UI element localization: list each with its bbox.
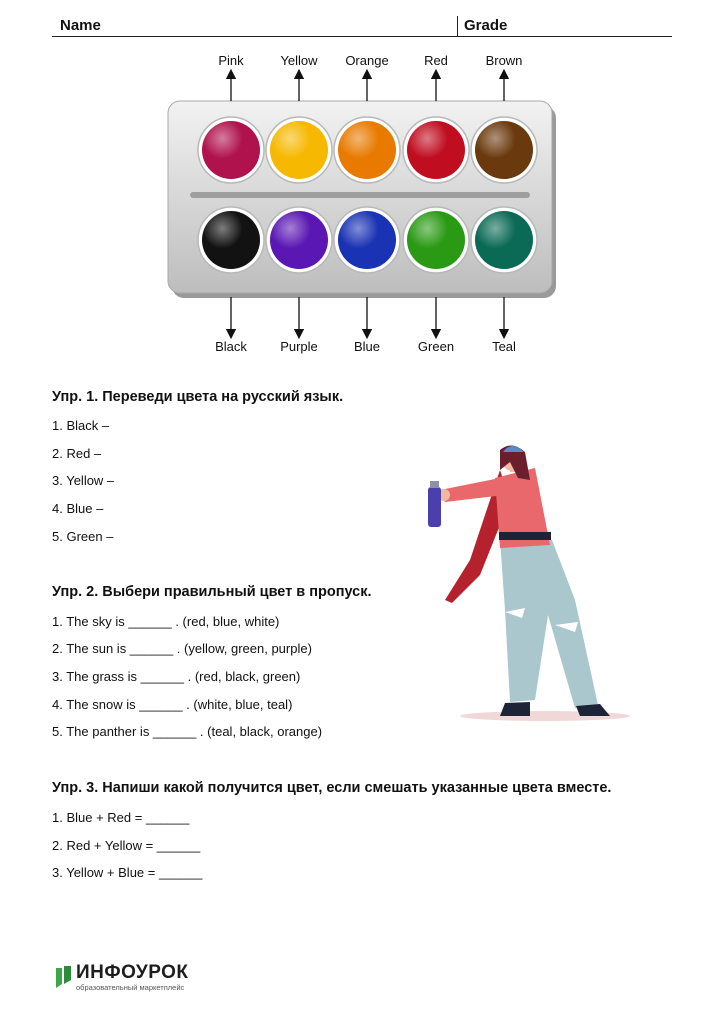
exercise2-item: 5. The panther is ______ . (teal, black, orange) xyxy=(52,724,323,739)
exercise3-item: 2. Red + Yellow = ______ xyxy=(52,838,201,853)
exercise3-item: 1. Blue + Red = ______ xyxy=(52,810,190,825)
color-label: Yellow xyxy=(280,53,318,68)
infourok-leaf-icon xyxy=(52,964,74,990)
exercise2-item: 4. The snow is ______ . (white, blue, teal) xyxy=(52,697,293,712)
exercise2-item: 2. The sun is ______ . (yellow, green, purple) xyxy=(52,641,312,656)
name-label: Name xyxy=(60,17,101,34)
exercise3-title: Упр. 3. Напиши какой получится цвет, если смешать указанные цвета вместе. xyxy=(52,780,612,796)
paint-well-purple xyxy=(266,207,332,273)
paint-well-green xyxy=(403,207,469,273)
color-label: Green xyxy=(417,339,455,354)
color-label: Purple xyxy=(280,339,318,354)
exercise1-item: 3. Yellow – xyxy=(52,473,115,488)
exercise1-item: 1. Black – xyxy=(52,418,110,433)
exercise3-item: 3. Yellow + Blue = ______ xyxy=(52,865,203,880)
paint-well-red xyxy=(403,117,469,183)
paint-well-teal xyxy=(471,207,537,273)
exercise1-item: 5. Green – xyxy=(52,529,114,544)
paint-well-yellow xyxy=(266,117,332,183)
color-label: Orange xyxy=(345,53,389,68)
color-label: Brown xyxy=(485,53,523,68)
exercise1-item: 4. Blue – xyxy=(52,501,104,516)
paint-well-pink xyxy=(198,117,264,183)
paint-well-brown xyxy=(471,117,537,183)
color-label: Blue xyxy=(353,339,381,354)
paint-well-black xyxy=(198,207,264,273)
color-label: Red xyxy=(424,53,448,68)
color-label: Black xyxy=(215,339,247,354)
exercise1-title: Упр. 1. Переведи цвета на русский язык. xyxy=(52,389,344,405)
exercise2-item: 1. The sky is ______ . (red, blue, white) xyxy=(52,614,280,629)
grade-label: Grade xyxy=(464,17,508,34)
logo-tagline: образовательный маркетплейс xyxy=(76,983,185,992)
exercise2-title: Упр. 2. Выбери правильный цвет в пропуск. xyxy=(52,584,372,600)
palette-divider xyxy=(190,192,530,198)
infourok-logo xyxy=(52,962,232,994)
color-label: Pink xyxy=(218,53,244,68)
exercise2-item: 3. The grass is ______ . (red, black, green) xyxy=(52,669,301,684)
logo-name: ИНФОУРОК xyxy=(76,962,189,983)
paint-well-orange xyxy=(334,117,400,183)
paint-well-blue xyxy=(334,207,400,273)
color-label: Teal xyxy=(492,339,516,354)
exercise1-item: 2. Red – xyxy=(52,446,102,461)
